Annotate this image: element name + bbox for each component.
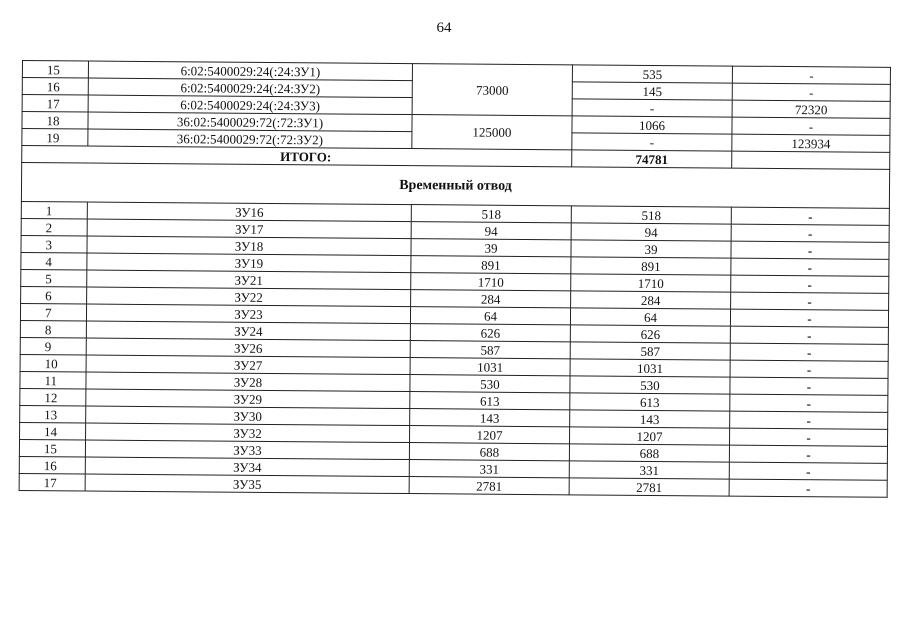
area-value: -: [732, 83, 890, 101]
row-number: 14: [20, 422, 86, 440]
plot-name: ЗУ18: [87, 236, 411, 256]
row-number: 3: [21, 235, 87, 253]
row-number: 1: [21, 201, 87, 219]
area-value: 123934: [732, 134, 890, 152]
row-number: 19: [22, 129, 88, 147]
area-value: 1207: [410, 426, 570, 444]
plot-name: ЗУ19: [87, 253, 411, 273]
area-value: 64: [570, 308, 730, 326]
plot-name: ЗУ34: [85, 457, 409, 477]
area-value: -: [572, 133, 732, 151]
area-value: -: [732, 66, 890, 84]
area-value: 72320: [732, 100, 890, 118]
row-number: 6: [21, 286, 87, 304]
area-value: -: [730, 309, 888, 327]
area-value: 530: [570, 376, 730, 394]
row-number: 11: [20, 371, 86, 389]
plot-name: ЗУ17: [87, 219, 411, 239]
area-value: 1031: [570, 359, 730, 377]
plot-name: ЗУ21: [87, 270, 411, 290]
area-value: 1710: [571, 274, 731, 292]
row-number: 4: [21, 252, 87, 270]
total-value: 74781: [572, 150, 732, 168]
section-title: Временный отвод: [21, 163, 889, 209]
area-value: -: [732, 117, 890, 135]
row-number: 10: [20, 354, 86, 372]
plot-name: ЗУ24: [86, 321, 410, 341]
area-value: 39: [411, 239, 571, 257]
cadastral-id: 6:02:5400029:24(:24:ЗУ2): [88, 78, 412, 98]
cadastral-id: 36:02:5400029:72(:72:ЗУ1): [88, 112, 412, 132]
land-plot-table-sheet: [19, 60, 890, 498]
area-value: 39: [571, 240, 731, 258]
area-value: 331: [409, 460, 569, 478]
area-value: 2781: [409, 477, 569, 495]
area-value: -: [731, 241, 889, 259]
area-value: 613: [410, 392, 570, 410]
area-value: 94: [411, 222, 571, 240]
row-number: 16: [19, 456, 85, 474]
area-value: -: [730, 394, 888, 412]
group-area: 125000: [412, 115, 572, 150]
area-value: 1066: [572, 116, 732, 134]
area-value: 143: [570, 410, 730, 428]
area-value: 1710: [411, 273, 571, 291]
area-value: -: [730, 326, 888, 344]
area-value: 145: [572, 82, 732, 100]
plot-name: ЗУ33: [85, 440, 409, 460]
cadastral-id: 36:02:5400029:72(:72:ЗУ2): [88, 129, 412, 149]
area-value: -: [731, 207, 889, 225]
area-value: 284: [571, 291, 731, 309]
area-value: 331: [569, 461, 729, 479]
area-value: -: [731, 224, 889, 242]
area-value: 891: [411, 256, 571, 274]
area-value: 1031: [410, 358, 570, 376]
plot-name: ЗУ22: [87, 287, 411, 307]
plot-name: ЗУ27: [86, 355, 410, 375]
area-value: -: [729, 479, 887, 497]
area-value: 535: [572, 65, 732, 83]
area-value: -: [730, 343, 888, 361]
plot-name: ЗУ35: [85, 474, 409, 494]
area-value: -: [729, 428, 887, 446]
row-number: 15: [19, 439, 85, 457]
area-value: -: [731, 275, 889, 293]
area-value: 613: [570, 393, 730, 411]
row-number: 12: [20, 388, 86, 406]
area-value: -: [730, 377, 888, 395]
area-value: 688: [569, 444, 729, 462]
row-number: 9: [20, 337, 86, 355]
page-number: 64: [436, 20, 452, 36]
total-label: ИТОГО:: [22, 146, 572, 167]
plot-name: ЗУ29: [86, 389, 410, 409]
cadastral-id: 6:02:5400029:24(:24:ЗУ3): [88, 95, 412, 115]
area-value: 94: [571, 223, 731, 241]
section-row: [21, 163, 889, 209]
area-value: 587: [410, 341, 570, 359]
plot-name: ЗУ32: [86, 423, 410, 443]
area-value: 891: [571, 257, 731, 275]
area-value: 587: [570, 342, 730, 360]
row-number: 16: [22, 78, 88, 96]
plot-name: ЗУ23: [86, 304, 410, 324]
area-value: -: [731, 292, 889, 310]
area-value: 688: [409, 443, 569, 461]
area-value: 143: [410, 409, 570, 427]
plot-name: ЗУ28: [86, 372, 410, 392]
row-number: 17: [19, 473, 85, 491]
row-number: 7: [20, 303, 86, 321]
row-number: 8: [20, 320, 86, 338]
cadastral-id: 6:02:5400029:24(:24:ЗУ1): [88, 61, 412, 81]
area-value: -: [729, 462, 887, 480]
group-area: 73000: [412, 64, 572, 116]
area-value: 284: [411, 290, 571, 308]
plot-name: ЗУ16: [87, 202, 411, 222]
total-empty-cell: [732, 151, 890, 169]
row-number: 15: [22, 61, 88, 79]
row-number: 17: [22, 95, 88, 113]
area-value: -: [729, 445, 887, 463]
row-number: 5: [21, 269, 87, 287]
row-number: 13: [20, 405, 86, 423]
land-plot-table: [19, 60, 891, 498]
area-value: -: [730, 360, 888, 378]
plot-name: ЗУ26: [86, 338, 410, 358]
area-value: 1207: [570, 427, 730, 445]
area-value: 626: [570, 325, 730, 343]
area-value: 518: [571, 206, 731, 224]
area-value: -: [730, 411, 888, 429]
area-value: 518: [411, 205, 571, 223]
area-value: 626: [410, 324, 570, 342]
plot-name: ЗУ30: [86, 406, 410, 426]
row-number: 18: [22, 112, 88, 130]
area-value: -: [731, 258, 889, 276]
area-value: 2781: [569, 478, 729, 496]
row-number: 2: [21, 218, 87, 236]
area-value: 64: [410, 307, 570, 325]
area-value: 530: [410, 375, 570, 393]
area-value: -: [572, 99, 732, 117]
